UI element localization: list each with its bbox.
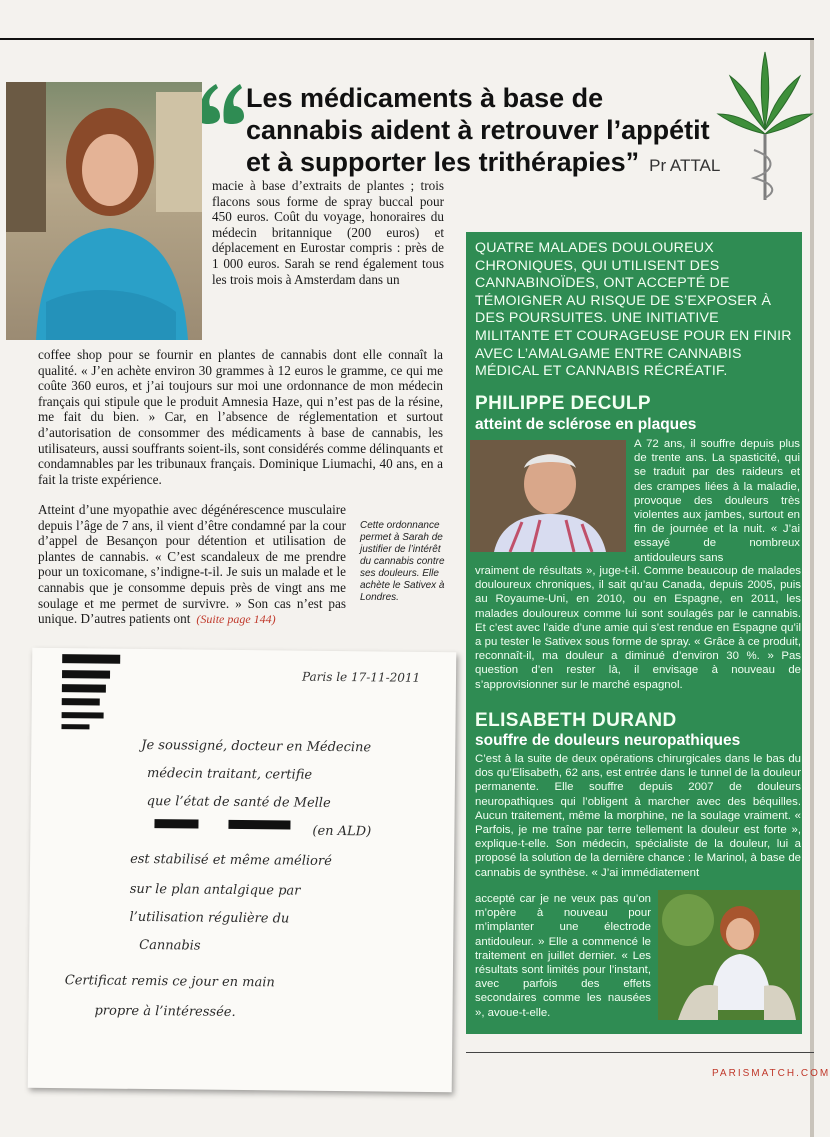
patient-name-philippe: PHILIPPE DECULP — [475, 393, 651, 414]
prescription-date: Paris le 17-11-2011 — [301, 669, 421, 685]
prescription-document — [28, 648, 457, 1092]
quote-mark-icon — [196, 64, 246, 124]
headline-attribution: Pr ATTAL — [649, 156, 721, 175]
prescription-line: que l’état de santé de Melle — [146, 793, 331, 811]
prescription-line: propre à l’intéressée. — [94, 1003, 236, 1020]
patient-condition-elisabeth: souffre de douleurs neuropathiques — [475, 732, 741, 749]
body-text-narrow: Atteint d’une myopathie avec dégénérescence musculaire depuis l’âge de 7 ans, il vient d’être condamné par la cour d’appel de Besançon pour détention et utilisation de plantes de cannabis. « C’est scandaleux de me prendre pour un toxicomane, s’indigne-t-il. Je suis un malade et le cannabis que je consomme depuis près de vingt ans me soulage et me permet de survivre. » Son cas n’est pas unique. D’autres patients ont (Suite page 144) — [38, 502, 346, 627]
elisabeth-text-wrap: accepté car je ne veux pas qu’on m’opère à nouveau pour m’implanter une électrode antidouleur. » Elle a commencé le traitement en juillet dernier. « Les résultats sont limités pour l’instant, avec parfois des effets secondaires comme les nausées », avoue-t-elle. — [475, 893, 651, 1019]
top-rule — [0, 38, 814, 40]
photo-philippe — [470, 440, 626, 552]
prescription-line: Je soussigné, docteur en Médecine — [141, 737, 372, 756]
footer-rule — [466, 1052, 814, 1053]
body-text-top: macie à base d’extraits de plantes ; trois flacons sous forme de spray buccal pour 450 euros. Coût du voyage, honoraires du médecin britannique (200 euros) et déplacement en Eurostar compris : près de 1 000 euros. Sarah se rend également tous les trois mois à Amsterdam dans un — [212, 178, 444, 287]
cannabis-leaf-icon — [716, 50, 814, 200]
philippe-text-wrap: A 72 ans, il souffre depuis plus de trente ans. La spasticité, qui se traduit par des raideurs et des crampes liées à la maladie, provoque des douleurs très violentes aux jambes, surtout en fin de journée et la nuit. « J’ai essayé de nombreux antidouleurs sans — [634, 438, 800, 564]
continued-page-link[interactable]: (Suite page 144) — [196, 612, 276, 627]
prescription-line: Cannabis — [139, 937, 201, 954]
prescription-line: médecin traitant, certifie — [146, 766, 313, 783]
headline: Les médicaments à base de cannabis aident à retrouver l’appétit et à supporter les trithérapies” Pr ATTAL — [246, 83, 721, 177]
prescription-line: l’utilisation régulière du — [129, 909, 290, 927]
prescription-line: sur le plan antalgique par — [129, 881, 301, 899]
prescription-caption: Cette ordonnance permet à Sarah de justifier de l’intérêt du cannabis contre ses douleurs. Elle achète le Sativex à Londres. — [360, 520, 445, 603]
photo-sarah — [6, 82, 202, 340]
patient-name-elisabeth: ELISABETH DURAND — [475, 710, 677, 731]
photo-elisabeth — [658, 890, 800, 1020]
patient-condition-philippe: atteint de sclérose en plaques — [475, 416, 697, 433]
prescription-line: est stabilisé et même amélioré — [130, 851, 332, 869]
elisabeth-text-full: C’est à la suite de deux opérations chirurgicales dans le bas du dos qu’Elisabeth, 62 ans, est entrée dans le tunnel de la douleur permanente. Elle souffre depuis 2007 de douleurs neuropathiques qui l’obligent à marcher avec des béquilles. Aucun traitement, même la morphine, ne la soulage vraiment. « Parfois, je me traîne par terre tellement la douleur est forte », explique-t-elle. Son médecin, spécialiste de la douleur, lui a proposé la solution de la dernière chance : le Marinol, à base de cannabis de synthèse. « J’ai immédiatement — [475, 753, 801, 879]
prescription-line: Certificat remis ce jour en main — [64, 973, 275, 991]
prescription-line: (en ALD) — [312, 823, 372, 840]
philippe-text-full: vraiment de résultats », juge-t-il. Comme beaucoup de malades douloureux chroniques, il sait qu’au Canada, depuis 2005, puis au Royaume-Uni, en 2010, ou en Espagne, en 2011, les malades douloureux comme lui sont soulagés par le cannabis. Et c’est avec l’aide d’une amie qui s’est rendue en Espagne qu’il a pu tester le Sativex sous forme de spray. « Grâce à ce produit, reconnaît-il, ma douleur a diminué d’environ 30 %. » Pas question d’en rester là, il envisage à nouveau de s’approvisionner sur le marché espagnol. — [475, 565, 801, 691]
page-edge — [810, 40, 814, 1137]
testimony-intro: QUATRE MALADES DOULOUREUX CHRONIQUES, QUI UTILISENT DES CANNABINOÏDES, ONT ACCEPTÉ DE TÉMOIGNER AU RISQUE DE S’EXPOSER À DES POURSUITES. UNE INITIATIVE MILITANTE ET COURAGEUSE POUR EN FINIR AVEC L’AMALGAME ENTRE CANNABIS MÉDICAL ET CANNABIS RÉCRÉATIF. — [475, 240, 792, 380]
body-text-main: coffee shop pour se fournir en plantes de cannabis dont elle connaît la qualité. « J’en achète environ 30 grammes à 12 euros le gramme, ce qui me coûte 360 euros, et j’ai toujours sur moi une ordonnance de mon médecin français qui stipule que le produit Amnesia Haze, qui n’est pas de la résine, me fait du bien. » Car, en l’absence de réglementation et surtout d’autorisation de consommer des médicaments à base de cannabis, les utilisateurs, aussi souffrants soient-ils, sont considérés comme délinquants et condamnables par les tribunaux français. Dominique Liumachi, 40 ans, en a fait la triste expérience. — [38, 347, 443, 487]
footer-brand[interactable]: PARISMATCH.COM — [712, 1068, 830, 1079]
